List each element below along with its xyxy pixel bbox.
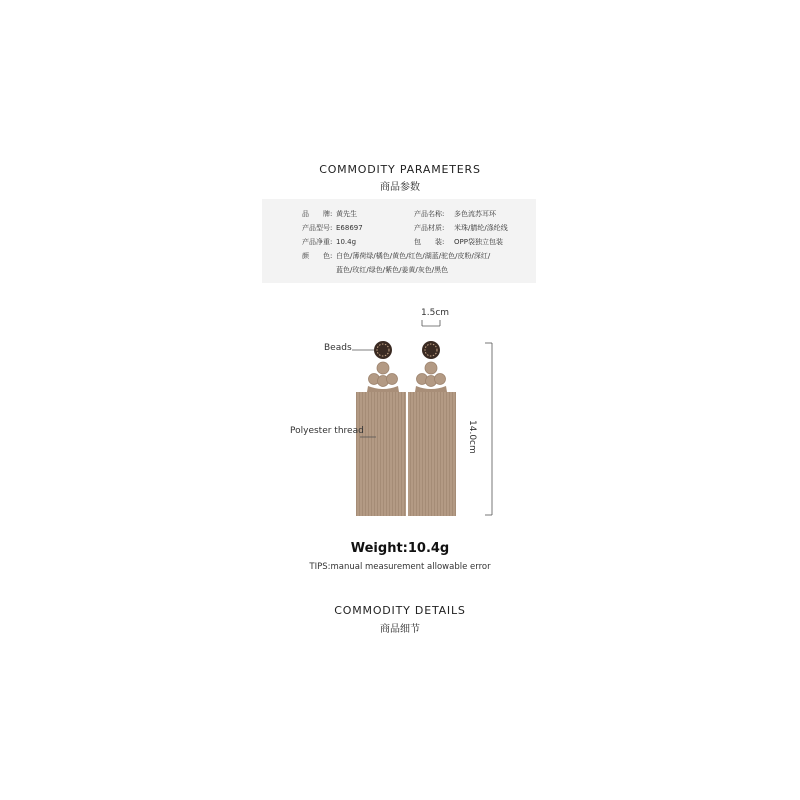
earrings-illustration (280, 300, 540, 540)
height-dimension (485, 343, 492, 515)
right-earring (408, 341, 456, 516)
tips-text: TIPS:manual measurement allowable error (309, 562, 491, 572)
width-dimension (422, 320, 440, 326)
parameters-title: COMMODITY PARAMETERS (319, 163, 481, 176)
param-color-row: 颜 色: 白色/薄荷绿/橘色/黄色/红色/湖蓝/驼色/皮粉/深红/ (302, 252, 491, 260)
thread-label: Polyester thread (290, 426, 364, 436)
weight-label: Weight:10.4g (350, 541, 450, 556)
tassel (408, 392, 456, 516)
param-row: 产品型号: E68697 (302, 224, 363, 232)
tassel (356, 392, 406, 516)
height-label: 14.0cm (467, 420, 477, 454)
param-row: 包 装: OPP袋独立包装 (414, 238, 503, 246)
details-title: COMMODITY DETAILS (334, 604, 466, 617)
param-row: 产品净重: 10.4g (302, 238, 357, 246)
param-row: 产品名称: 多色流苏耳环 (414, 210, 496, 218)
param-row: 产品材质: 米珠/腈纶/涤纶线 (414, 224, 508, 232)
details-subtitle: 商品细节 (380, 624, 420, 635)
parameters-table (262, 199, 536, 283)
beads-label: Beads (324, 343, 352, 353)
width-label: 1.5cm (421, 308, 450, 318)
param-row: 品 牌: 黄先生 (302, 210, 357, 218)
parameters-subtitle: 商品参数 (380, 182, 420, 193)
param-color-row-2: 蓝色/玫红/绿色/紫色/姜黄/灰色/黑色 (336, 266, 449, 274)
